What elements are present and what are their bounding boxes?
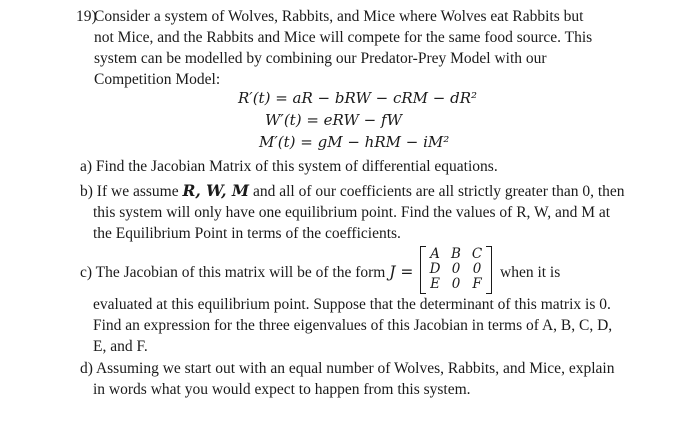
part-d-line2: in words what you would expect to happen from this system. bbox=[93, 381, 471, 398]
part-d-line1: Assuming we start out with an equal number of Wolves, Rabbits, and Mice, explain bbox=[95, 360, 615, 377]
part-c-continued bbox=[80, 294, 640, 357]
part-b-line1-pre: If we assume bbox=[96, 183, 183, 200]
part-c-line4: E, and F. bbox=[93, 338, 148, 355]
matrix-cell: E bbox=[430, 276, 440, 292]
intro-line: not Mice, and the Rabbits and Mice will compete for the same food source. This bbox=[94, 29, 593, 46]
jacobian-symbol: J = bbox=[389, 263, 414, 281]
part-c-label: c) bbox=[80, 264, 93, 281]
matrix-cell: 0 bbox=[472, 261, 482, 277]
intro-line: Competition Model: bbox=[94, 71, 221, 88]
matrix-cell: 0 bbox=[451, 276, 461, 292]
matrix-cell: F bbox=[472, 276, 482, 292]
part-d-label: d) bbox=[80, 360, 93, 377]
matrix-cell: 0 bbox=[451, 261, 461, 277]
part-b-variables: R, W, M bbox=[182, 181, 250, 200]
intro-line: Consider a system of Wolves, Rabbits, and Mice where Wolves eat Rabbits but bbox=[94, 8, 584, 25]
matrix-cell: C bbox=[471, 246, 483, 262]
part-a bbox=[80, 156, 640, 177]
part-b-line2: this system will only have one equilibrium point. Find the values of R, W, and M at bbox=[93, 204, 611, 221]
part-a-label: a) bbox=[80, 158, 93, 175]
question-number: 19) bbox=[76, 8, 97, 25]
part-b bbox=[80, 180, 640, 244]
part-b-line1-post: and all of our coefficients are all strictly greater than 0, then bbox=[249, 183, 625, 200]
part-a-text: Find the Jacobian Matrix of this system of differential equations. bbox=[95, 158, 498, 175]
question-intro-text bbox=[94, 6, 634, 90]
matrix-right-bracket bbox=[486, 246, 492, 294]
intro-line: system can be modelled by combining our Predator-Prey Model with our bbox=[94, 50, 547, 67]
part-b-line3: the Equilibrium Point in terms of the coefficients. bbox=[93, 225, 401, 242]
jacobian-matrix bbox=[420, 246, 492, 294]
part-c-tail bbox=[500, 262, 640, 283]
matrix-cell: A bbox=[430, 246, 440, 262]
equation-rabbits: R′(t) = aR − bRW − cRM − dR² bbox=[238, 89, 478, 107]
equation-wolves: W′(t) = eRW − fW bbox=[265, 111, 402, 129]
part-c-pre: The Jacobian of this matrix will be of the form bbox=[95, 264, 390, 281]
part-b-label: b) bbox=[80, 183, 93, 200]
part-d bbox=[80, 358, 640, 400]
equation-mice: M′(t) = gM − hRM − iM² bbox=[259, 133, 450, 151]
part-c-line3: Find an expression for the three eigenvalues of this Jacobian in terms of A, B, C, D, bbox=[93, 317, 613, 334]
part-c-post: when it is bbox=[500, 264, 561, 281]
matrix-cell: B bbox=[451, 246, 461, 262]
part-c-line2: evaluated at this equilibrium point. Suppose that the determinant of this matrix is 0. bbox=[93, 296, 611, 313]
matrix-cell: D bbox=[429, 261, 441, 277]
